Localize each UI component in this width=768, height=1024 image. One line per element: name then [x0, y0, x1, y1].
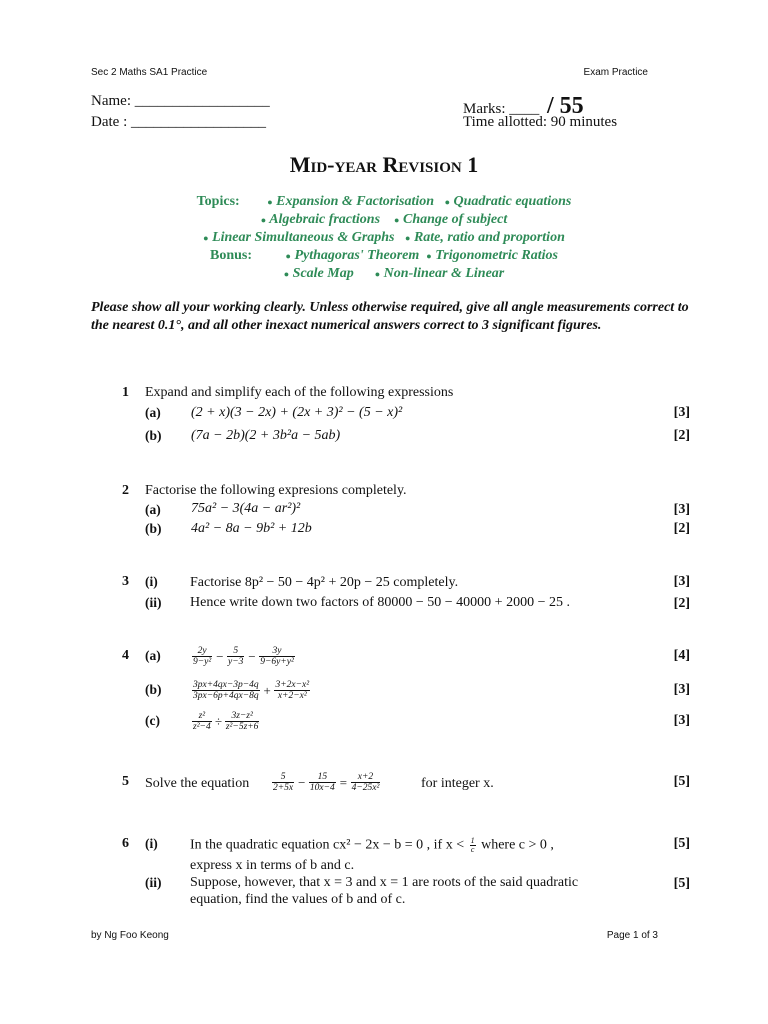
- expression: 75a² − 3(4a − ar²)²: [191, 501, 301, 516]
- part-label: (b): [145, 428, 162, 443]
- topic-item: Change of subject: [402, 212, 508, 227]
- part-label: (c): [145, 713, 160, 728]
- question-text: Hence write down two factors of 80000 − 50 − 40000 + 2000 − 25 .: [190, 595, 570, 610]
- question-number: 3: [122, 574, 129, 589]
- question-number: 6: [122, 836, 129, 851]
- marks-allocation: [5]: [673, 876, 690, 891]
- topics-line-3: ● Linear Simultaneous & Graphs ● Rate, ratio and proportion: [203, 230, 565, 245]
- question-stem: Expand and simplify each of the following expressions: [145, 385, 454, 400]
- topics-line-5: ● Scale Map ● Non-linear & Linear: [283, 266, 505, 281]
- expression: (2 + x)(3 − 2x) + (2x + 3)² − (5 − x)²: [191, 405, 403, 420]
- denominator: 2+5x: [273, 783, 294, 793]
- fraction-expression: [190, 680, 312, 701]
- part-label: (b): [145, 521, 162, 536]
- topics-line-2: ● Algebraic fractions ● Change of subject: [260, 212, 508, 227]
- operator: −: [247, 648, 257, 664]
- marks-label: Marks: ____: [463, 101, 540, 117]
- page-title: Mid-year Revision 1: [289, 152, 479, 177]
- question-text: Solve the equation: [145, 776, 250, 791]
- question-text: equation, find the values of b and of c.: [190, 892, 406, 907]
- question-text: Suppose, however, that x = 3 and x = 1 are roots of the said quadratic: [190, 875, 579, 890]
- topic-item: Trigonometric Ratios: [435, 248, 559, 263]
- name-field: Name: __________________: [91, 93, 270, 109]
- marks-allocation: [3]: [673, 574, 690, 589]
- numerator: 2y: [192, 646, 212, 657]
- denominator: y−3: [228, 657, 244, 667]
- header-left: Sec 2 Maths SA1 Practice: [91, 67, 208, 78]
- operator: +: [262, 682, 272, 698]
- topic-item: Scale Map: [292, 266, 354, 281]
- operator: =: [338, 774, 348, 790]
- numerator: 1: [470, 836, 475, 845]
- footer-page-number: Page 1 of 3: [606, 930, 658, 941]
- denominator: 4−25x²: [351, 783, 380, 793]
- question-text: [190, 837, 554, 854]
- marks-allocation: [3]: [673, 713, 690, 728]
- denominator: z²−5z+6: [225, 722, 259, 732]
- time-allotted: Time allotted: 90 minutes: [463, 114, 618, 130]
- topic-item: Expansion & Factorisation: [276, 194, 435, 209]
- numerator: 3+2x−x²: [275, 680, 310, 690]
- date-field: Date : __________________: [91, 114, 266, 130]
- marks-allocation: [5]: [673, 774, 690, 789]
- marks-allocation: [2]: [673, 596, 690, 611]
- footer-author: by Ng Foo Keong: [91, 930, 169, 941]
- numerator: z²: [192, 711, 212, 722]
- question-number: 5: [122, 774, 129, 789]
- marks-total: / 55: [547, 93, 584, 119]
- numerator: 3y: [259, 646, 295, 657]
- numerator: 3px+4qx−3p−4q: [193, 680, 259, 690]
- numerator: 3z−z²: [225, 711, 260, 722]
- denominator: 10x−4: [309, 783, 335, 793]
- topics-label: Topics:: [196, 194, 240, 209]
- question-text: express x in terms of b and c.: [190, 858, 355, 873]
- topic-item: Pythagoras' Theorem: [294, 248, 420, 263]
- operator: −: [297, 774, 306, 790]
- question-stem: Factorise the following expresions completely.: [145, 483, 407, 498]
- denominator: x+2−x²: [277, 691, 307, 701]
- part-label: (a): [145, 405, 161, 420]
- numerator: x+2: [351, 772, 381, 783]
- question-text: Factorise 8p² − 50 − 4p² + 20p − 25 completely.: [190, 575, 459, 590]
- fraction-equation: [270, 772, 382, 793]
- topic-item: Quadratic equations: [453, 194, 572, 209]
- operator: −: [215, 648, 225, 664]
- numerator: 5: [272, 772, 294, 783]
- marks-allocation: [2]: [673, 521, 690, 536]
- part-label: (i): [145, 574, 158, 589]
- marks-allocation: [3]: [673, 682, 690, 697]
- part-label: (i): [145, 836, 158, 851]
- marks-allocation: [3]: [673, 502, 690, 517]
- question-text-part: where c > 0 ,: [481, 837, 554, 853]
- topics-line-4: Bonus: ● Pythagoras' Theorem ● Trigonometric Ratios: [209, 248, 559, 263]
- topics-line-1: Topics: ● Expansion & Factorisation ● Quadratic equations: [196, 194, 572, 209]
- topic-item: Rate, ratio and proportion: [413, 230, 565, 245]
- part-label: (b): [145, 682, 162, 697]
- part-label: (a): [145, 502, 161, 517]
- fraction-expression: [190, 646, 297, 667]
- denominator: c: [470, 845, 475, 854]
- topic-item: Linear Simultaneous & Graphs: [212, 230, 395, 245]
- question-number: 4: [122, 648, 129, 663]
- numerator: 15: [309, 772, 336, 783]
- question-text-tail: for integer x.: [421, 776, 494, 791]
- denominator: 9−6y+y²: [260, 657, 294, 667]
- topic-item: Non-linear & Linear: [383, 266, 505, 281]
- operator: ÷: [214, 713, 222, 729]
- fraction-expression: [190, 711, 261, 732]
- denominator: z²−4: [193, 722, 211, 732]
- marks-allocation: [5]: [673, 836, 690, 851]
- denominator: 9−y²: [193, 657, 212, 667]
- marks-allocation: [2]: [673, 428, 690, 443]
- question-number: 2: [122, 483, 129, 498]
- instructions: Please show all your working clearly. Unless otherwise required, give all angle measurements correct to the nearest 0.1°, and all other inexact numerical answers correct to 3 significant figures.: [91, 300, 689, 333]
- question-number: 1: [122, 385, 129, 400]
- part-label: (a): [145, 648, 161, 663]
- denominator: 3px−6p+4qx−8q: [193, 691, 259, 701]
- bonus-label: Bonus:: [209, 248, 253, 263]
- expression: 4a² − 8a − 9b² + 12b: [191, 521, 312, 536]
- marks-allocation: [3]: [673, 405, 690, 420]
- marks-allocation: [4]: [673, 648, 690, 663]
- question-text-part: In the quadratic equation cx² − 2x − b = 0 , if x <: [190, 837, 465, 853]
- numerator: 5: [227, 646, 244, 657]
- topic-item: Algebraic fractions: [269, 212, 381, 227]
- part-label: (ii): [145, 875, 162, 890]
- header-right: Exam Practice: [583, 67, 648, 78]
- expression: (7a − 2b)(2 + 3b²a − 5ab): [191, 428, 341, 443]
- part-label: (ii): [145, 595, 162, 610]
